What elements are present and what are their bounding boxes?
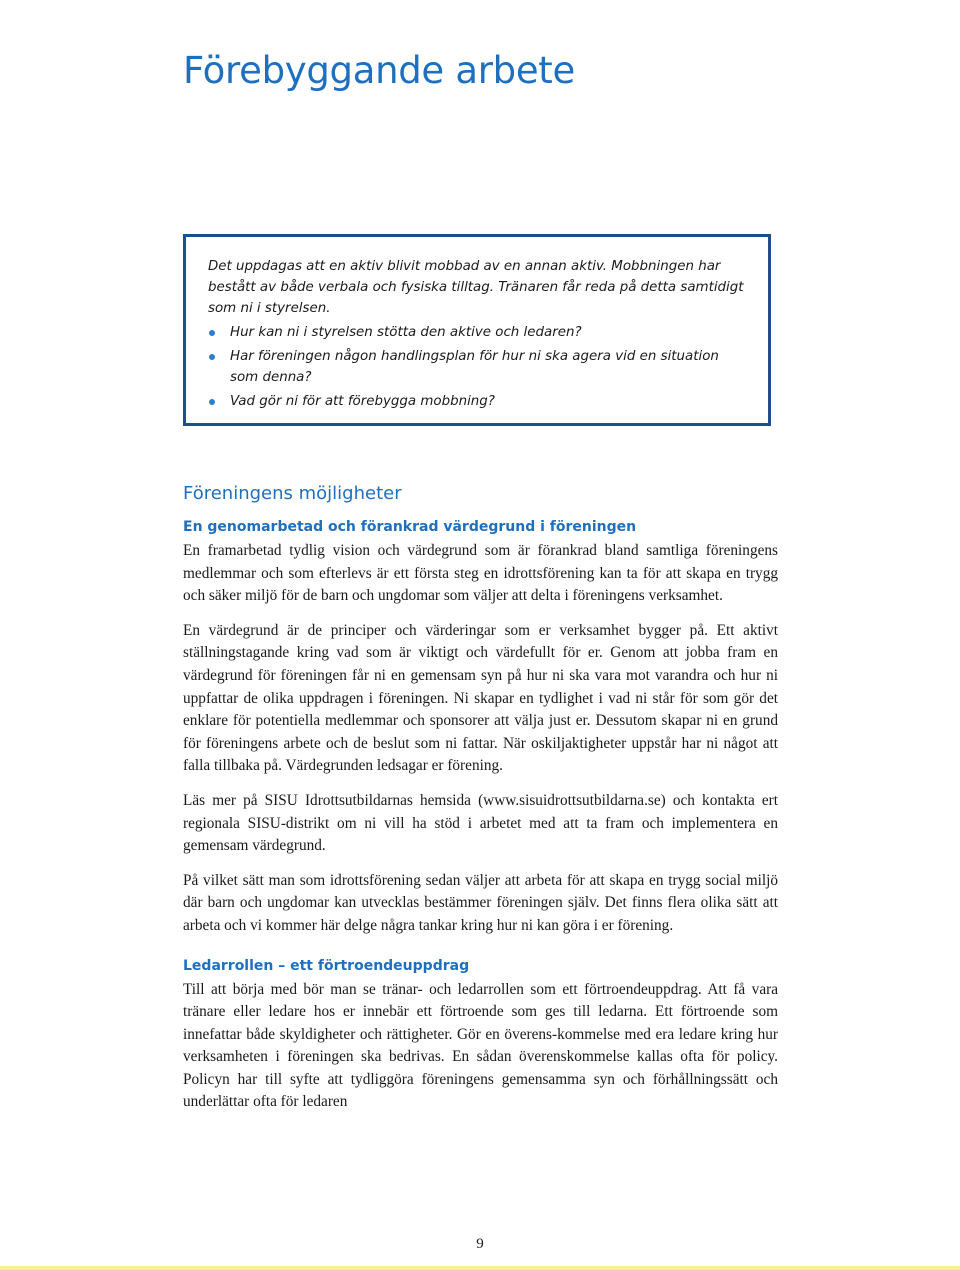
- question-text: Vad gör ni för att förebygga mobbning?: [230, 394, 495, 409]
- question-text: Hur kan ni i styrelsen stötta den aktive och ledaren?: [230, 325, 582, 340]
- bullet-icon: [209, 399, 215, 405]
- body-paragraph: Läs mer på SISU Idrottsutbildarnas hemsida (www.sisuidrottsutbildarna.se) och kontakta ert regionala SISU-distrikt om ni vill ha stöd i arbetet med att ta fram och implementera en gemensam värdegrund.: [183, 791, 778, 855]
- subsection-heading-ledarrollen: Ledarrollen – ett förtroendeuppdrag: [183, 957, 470, 974]
- subsection-heading-vardegrund: En genomarbetad och förankrad värdegrund i föreningen: [183, 519, 637, 535]
- list-item: [208, 391, 750, 412]
- body-paragraph: En värdegrund är de principer och värderingar som er verksamhet bygger på. Ett aktivt ställningstagande kring vad som är viktigt och värdefullt för er. Genom att jobba fram en värdegrund för föreningen får ni en gemensam syn på hur ni ska vara mot varandra och hur ni uppfattar de olika uppdragen i föreningen. Ni skapar en tydlighet i vad ni står för som gör det enklare för potentiella medlemmar och sponsorer att välja just er. Dessutom skapar ni en grund för föreningens arbete och de beslut som ni fattar. När oskiljaktigheter uppstår har ni något att falla tillbaka på. Värdegrunden ledsagar er förening.: [183, 621, 778, 775]
- page-number: 9: [476, 1236, 484, 1252]
- main-content: [183, 480, 778, 1114]
- bottom-rule: [0, 1266, 960, 1270]
- body-paragraph: En framarbetad tydlig vision och värdegrund som är förankrad bland samtliga föreningens medlemmar och som efterlevs är ett första steg en idrottsförening kan ta för att skapa en trygg och säker miljö för de barn och ungdomar som väljer att delta i föreningens verksamhet.: [183, 542, 778, 605]
- list-item: [208, 322, 750, 343]
- body-paragraph: Till att börja med bör man se tränar- och ledarrollen som ett förtroendeuppdrag. Att få vara tränare eller ledare hos er innebär ett förtroende som ges till ledarna. Ett förtroende som innefattar både skyldigheter och rättigheter. Gör en överens-kommelse med era ledare kring hur verksamheten i föreningen ska bedrivas. En sådan överenskommelse kallas ofta för policy. Policyn har till syfte att tydliggöra föreningens gemensamma syn och förhållningssätt och underlättar ofta för ledaren: [183, 980, 778, 1111]
- list-item: [208, 346, 750, 388]
- case-intro: Det uppdagas att en aktiv blivit mobbad av en annan aktiv. Mobbningen har bestått av både verbala och fysiska tilltag. Tränaren får reda på detta samtidigt som ni i styrelsen.: [208, 259, 744, 316]
- page-title: Förebyggande arbete: [183, 49, 575, 92]
- question-list: [208, 322, 750, 412]
- body-paragraph: På vilket sätt man som idrottsförening sedan väljer att arbeta för att skapa en trygg social miljö där barn och ungdomar kan utvecklas bestämmer föreningen själv. Det finns flera olika sätt att arbeta och vi kommer här delge några tankar kring hur ni kan göra i er förening.: [183, 871, 778, 934]
- case-study-box: [183, 234, 771, 426]
- question-text: Har föreningen någon handlingsplan för hur ni ska agera vid en situation som denna?: [230, 349, 719, 385]
- bullet-icon: [209, 354, 215, 360]
- bullet-icon: [209, 330, 215, 336]
- section-heading: Föreningens möjligheter: [183, 483, 402, 504]
